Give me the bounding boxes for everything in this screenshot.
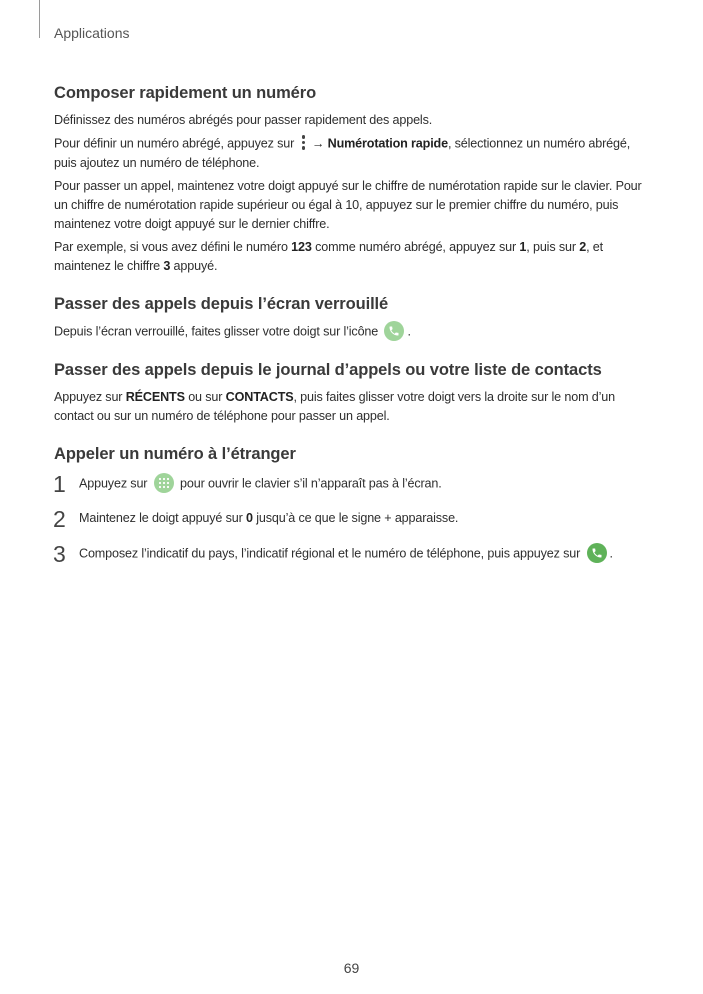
paragraph: Appuyez sur RÉCENTS ou sur CONTACTS, puis faites glisser votre doigt vers la droite sur le nom d’un contact ou sur un numéro de téléphone pour passer un appel. [54,390,615,423]
keypad-icon [154,473,174,493]
section-heading: Appeler un numéro à l’étranger [54,445,296,463]
step-text: Composez l’indicatif du pays, l’indicatif régional et le numéro de téléphone, puis appuyez sur . [79,544,613,564]
step-number: 2 [53,506,66,532]
section-heading: Composer rapidement un numéro [54,84,317,102]
header-rule [39,0,40,38]
section-header: Applications [54,25,130,41]
section-heading: Passer des appels depuis l’écran verrouillé [54,295,389,313]
section-heading: Passer des appels depuis le journal d’appels ou votre liste de contacts [54,361,602,379]
paragraph: Depuis l’écran verrouillé, faites glisser votre doigt sur l’icône . [54,322,650,342]
paragraph: Pour passer un appel, maintenez votre doigt appuyé sur le chiffre de numérotation rapide sur le clavier. Pour un chiffre de numérotation rapide supérieur ou égal à 10, appuyez sur le premier chiffre du numéro, puis maintenez votre doigt appuyé sur le dernier chiffre. [54,179,642,231]
step-number: 1 [53,471,66,497]
step-item [53,541,650,567]
step-text: Appuyez sur pour ouvrir le clavier s’il n’apparaît pas à l’écran. [79,474,442,494]
step-number: 3 [53,541,66,567]
phone-call-icon [384,321,404,341]
page-number: 69 [343,960,360,976]
step-text: Maintenez le doigt appuyé sur 0 jusqu’à ce que le signe + apparaisse. [79,511,459,525]
document-body [54,84,650,584]
paragraph: Définissez des numéros abrégés pour passer rapidement des appels. [54,113,433,127]
step-item [53,471,650,497]
steps-list [53,471,650,567]
section-international [54,445,650,565]
section-lock-screen [54,295,650,342]
section-speed-dial [54,84,650,276]
step-item [53,506,650,532]
more-options-icon [300,133,306,153]
paragraph: Par exemple, si vous avez défini le numéro 123 comme numéro abrégé, appuyez sur 1, puis sur 2, et maintenez le chiffre 3 appuyé. [54,240,603,273]
section-call-log [54,361,650,426]
paragraph: Pour définir un numéro abrégé, appuyez sur → Numérotation rapide, sélectionnez un numéro abrégé, puis ajoutez un numéro de téléphone. [54,134,650,173]
phone-call-icon [587,543,607,563]
